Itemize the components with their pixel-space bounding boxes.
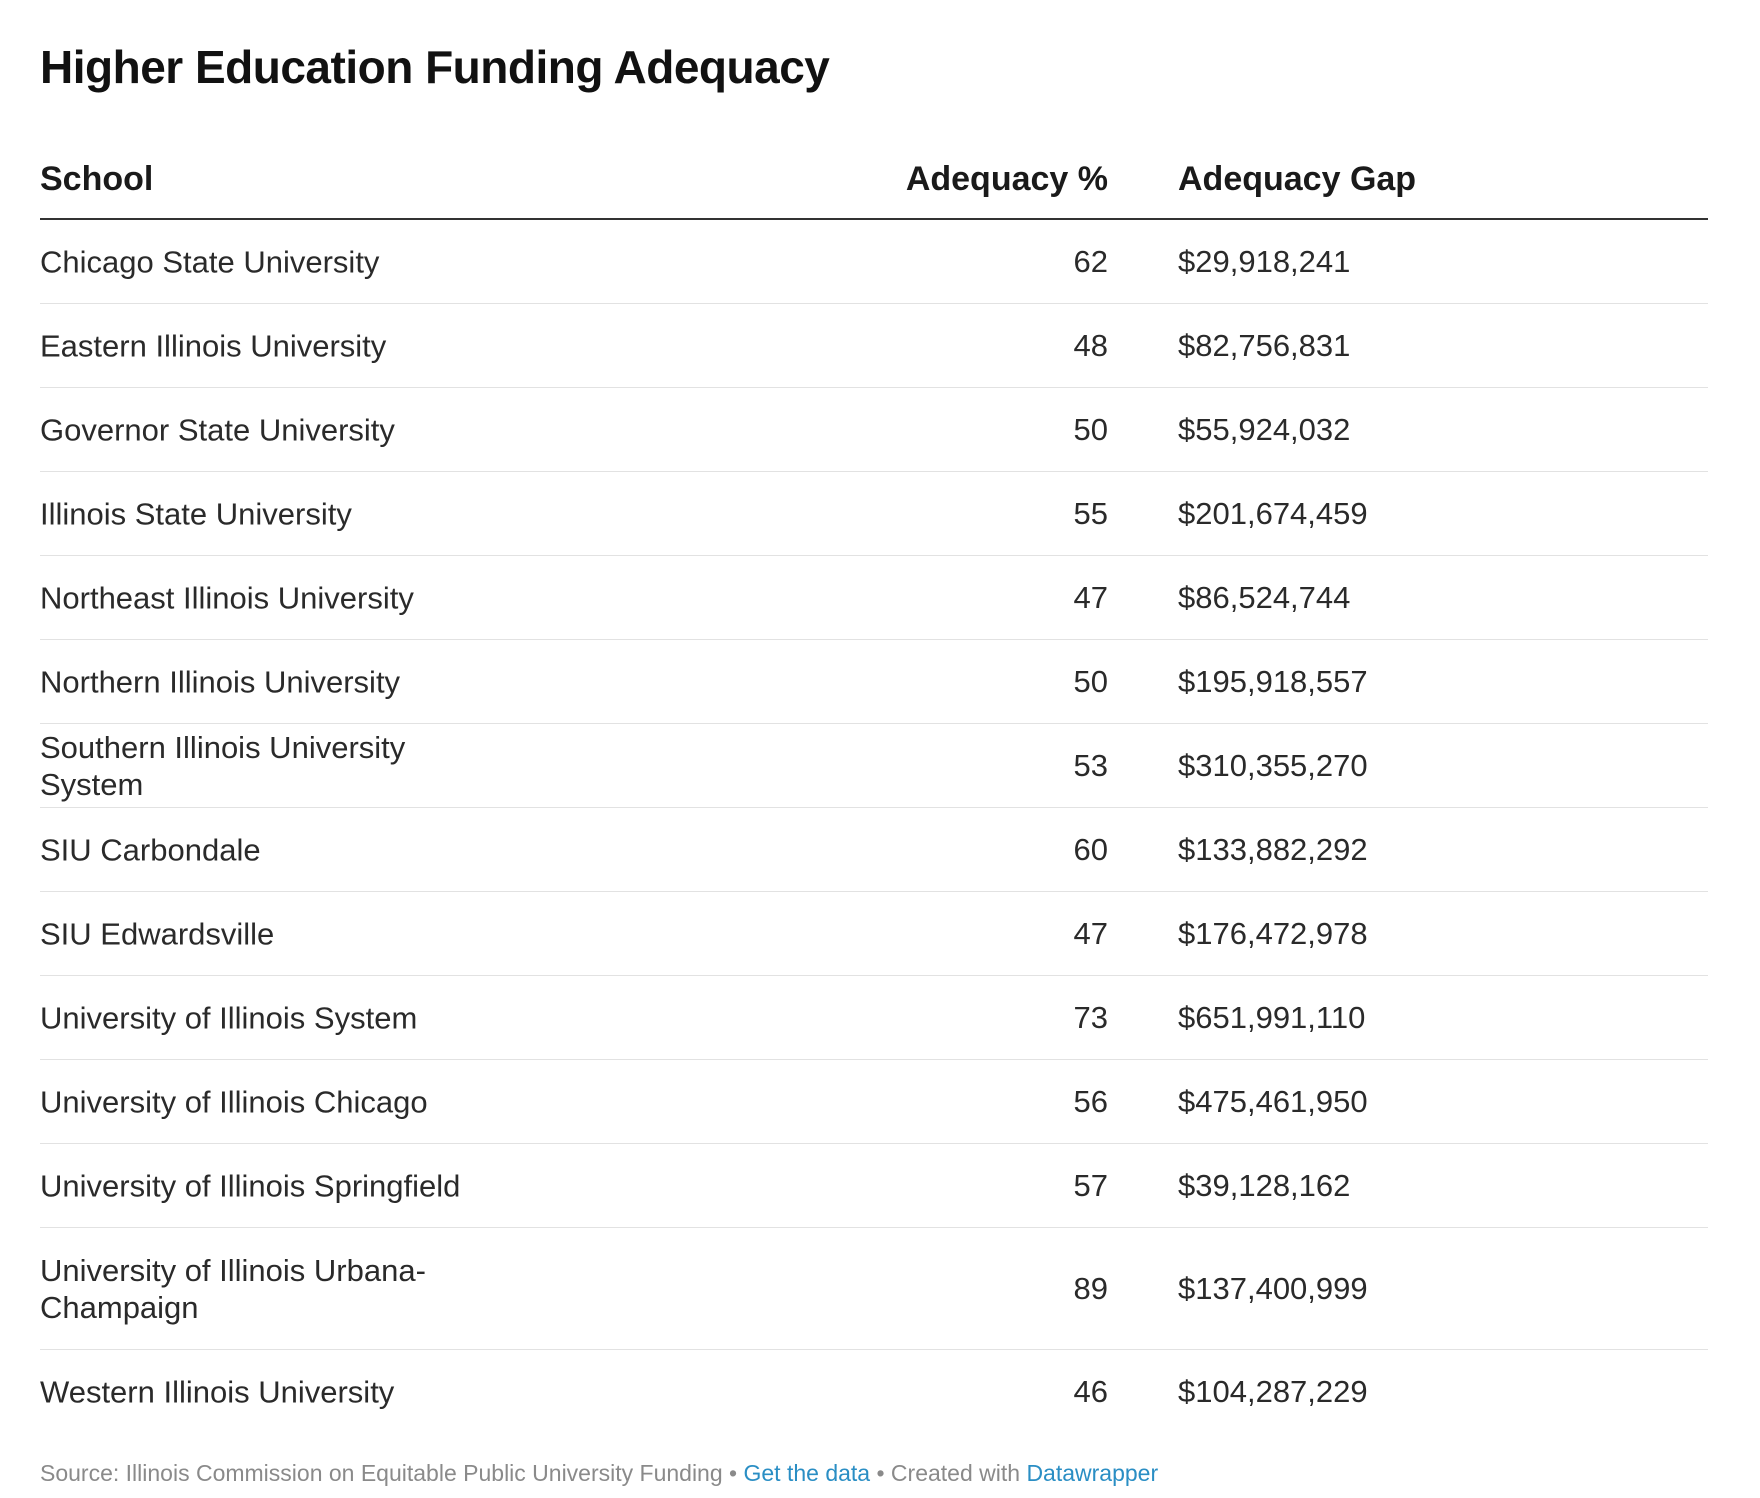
cell-school: Illinois State University: [40, 496, 352, 531]
column-header-adequacy-gap[interactable]: Adequacy Gap: [1178, 160, 1417, 198]
datawrapper-link[interactable]: Datawrapper: [1026, 1460, 1159, 1486]
cell-adequacy-pct: 53: [1073, 747, 1108, 783]
source-text: Source: Illinois Commission on Equitable Public University Funding: [40, 1460, 723, 1486]
cell-adequacy-gap: $651,991,110: [1178, 999, 1366, 1035]
table-row: [40, 808, 1708, 892]
cell-adequacy-gap: $176,472,978: [1178, 915, 1368, 951]
cell-adequacy-gap: $55,924,032: [1178, 411, 1351, 447]
cell-adequacy-pct: 62: [1073, 243, 1108, 279]
cell-school: Northeast Illinois University: [40, 580, 414, 615]
cell-school: University of Illinois Springfield: [40, 1168, 461, 1203]
cell-adequacy-gap: $86,524,744: [1178, 579, 1351, 615]
table-row: [40, 304, 1708, 388]
data-table: [40, 148, 1708, 1433]
cell-adequacy-gap: $133,882,292: [1178, 831, 1368, 867]
table-row: [40, 976, 1708, 1060]
cell-adequacy-pct: 47: [1073, 579, 1108, 615]
cell-adequacy-pct: 56: [1073, 1083, 1108, 1119]
table-row: [40, 472, 1708, 556]
cell-school: Western Illinois University: [40, 1374, 395, 1409]
cell-adequacy-pct: 50: [1073, 411, 1108, 447]
cell-adequacy-gap: $201,674,459: [1178, 495, 1368, 531]
cell-adequacy-pct: 50: [1073, 663, 1108, 699]
cell-school: Northern Illinois University: [40, 664, 401, 699]
table-row: [40, 724, 1708, 808]
cell-adequacy-pct: 60: [1073, 831, 1108, 867]
chart-title: Higher Education Funding Adequacy: [40, 41, 830, 93]
cell-adequacy-gap: $195,918,557: [1178, 663, 1368, 699]
cell-school: Chicago State University: [40, 244, 380, 279]
cell-school: Governor State University: [40, 412, 395, 447]
table-row: [40, 388, 1708, 472]
table-row: [40, 556, 1708, 640]
table-body: [40, 220, 1708, 1433]
created-with-text: • Created with: [870, 1460, 1027, 1486]
cell-adequacy-pct: 48: [1073, 327, 1108, 363]
cell-adequacy-gap: $137,400,999: [1178, 1270, 1368, 1306]
cell-adequacy-pct: 57: [1073, 1167, 1108, 1203]
table-row: [40, 1228, 1708, 1350]
table-row: [40, 1060, 1708, 1144]
cell-school: Eastern Illinois University: [40, 328, 387, 363]
table-row: [40, 1144, 1708, 1228]
cell-school: SIU Carbondale: [40, 832, 261, 867]
table-row: [40, 220, 1708, 304]
cell-school: SIU Edwardsville: [40, 916, 275, 951]
cell-school: University of Illinois Urbana-Champaign: [40, 1252, 426, 1325]
cell-adequacy-pct: 46: [1073, 1373, 1108, 1409]
cell-adequacy-pct: 47: [1073, 915, 1108, 951]
footer-separator: •: [722, 1460, 744, 1486]
cell-school: Southern Illinois University System: [40, 729, 406, 802]
get-the-data-link[interactable]: Get the data: [743, 1460, 871, 1486]
table-header: [40, 148, 1708, 220]
column-header-adequacy-pct[interactable]: Adequacy %: [905, 160, 1108, 198]
table-row: [40, 640, 1708, 724]
cell-adequacy-gap: $39,128,162: [1178, 1167, 1351, 1203]
column-header-school[interactable]: School: [40, 160, 154, 198]
table-chart: [40, 0, 1708, 1498]
cell-school: University of Illinois Chicago: [40, 1084, 428, 1119]
cell-adequacy-gap: $104,287,229: [1178, 1373, 1368, 1409]
cell-adequacy-gap: $82,756,831: [1178, 327, 1351, 363]
cell-adequacy-pct: 55: [1073, 495, 1108, 531]
chart-footer: [40, 1460, 1158, 1487]
cell-adequacy-pct: 73: [1073, 999, 1108, 1035]
cell-adequacy-gap: $475,461,950: [1178, 1083, 1368, 1119]
table-row: [40, 1350, 1708, 1433]
cell-school: University of Illinois System: [40, 1000, 418, 1035]
cell-adequacy-gap: $29,918,241: [1178, 243, 1351, 279]
table-row: [40, 892, 1708, 976]
cell-adequacy-pct: 89: [1073, 1270, 1108, 1306]
cell-adequacy-gap: $310,355,270: [1178, 747, 1368, 783]
